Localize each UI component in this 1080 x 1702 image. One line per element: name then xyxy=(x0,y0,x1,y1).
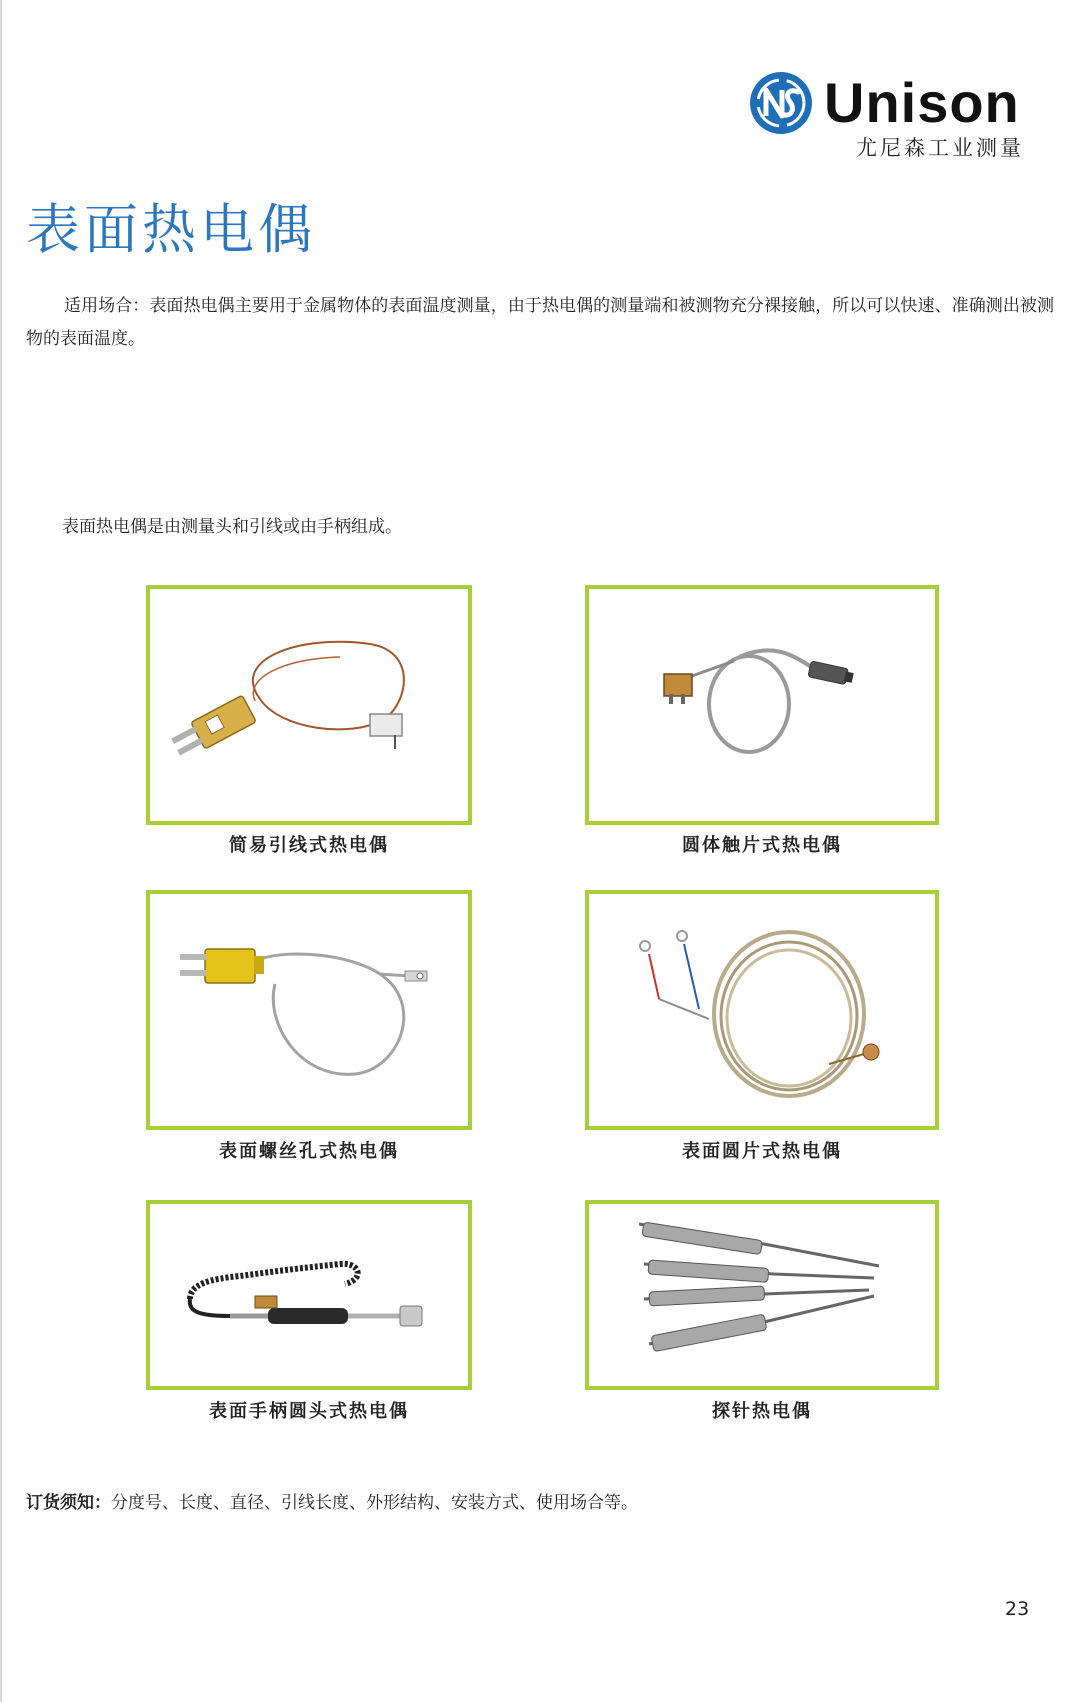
thermocouple-probe-image xyxy=(589,1204,935,1386)
product-card-5 xyxy=(146,1200,472,1390)
product-card-3 xyxy=(146,890,472,1130)
order-notice-label: 订货须知： xyxy=(26,1493,111,1513)
order-notice-text: 分度号、长度、直径、引线长度、外形结构、安装方式、使用场合等。 xyxy=(111,1493,638,1513)
order-notice xyxy=(26,1490,638,1516)
thermocouple-lead-wire-image xyxy=(150,589,468,821)
unison-logo-icon xyxy=(748,70,814,136)
thermocouple-disc-image xyxy=(589,894,935,1126)
product-card-4 xyxy=(585,890,939,1130)
product-card-1 xyxy=(146,585,472,825)
product-caption-2: 圆体触片式热电偶 xyxy=(682,835,842,856)
composition-note: 表面热电偶是由测量头和引线或由手柄组成。 xyxy=(62,517,402,537)
thermocouple-screw-hole-image xyxy=(150,894,468,1126)
page-number: 23 xyxy=(1005,1598,1030,1620)
product-caption-1: 简易引线式热电偶 xyxy=(229,835,389,856)
product-caption-3: 表面螺丝孔式热电偶 xyxy=(219,1141,399,1162)
product-caption-6: 探针热电偶 xyxy=(712,1401,812,1422)
thermocouple-handle-image xyxy=(150,1204,468,1386)
thermocouple-round-contact-image xyxy=(589,589,935,821)
product-caption-4: 表面圆片式热电偶 xyxy=(682,1141,842,1162)
product-card-2 xyxy=(585,585,939,825)
product-card-6 xyxy=(585,1200,939,1390)
brand-name: Unison xyxy=(824,71,1020,134)
intro-paragraph: 适用场合：表面热电偶主要用于金属物体的表面温度测量，由于热电偶的测量端和被测物充分裸接触，所以可以快速、准确测出被测物的表面温度。 xyxy=(26,296,1054,349)
page-title: 表面热电偶 xyxy=(26,198,316,261)
page-left-edge xyxy=(0,0,2,1702)
brand-logo xyxy=(748,68,1048,168)
product-caption-5: 表面手柄圆头式热电偶 xyxy=(209,1401,409,1422)
brand-subtitle: 尤尼森工业测量 xyxy=(856,136,1024,160)
